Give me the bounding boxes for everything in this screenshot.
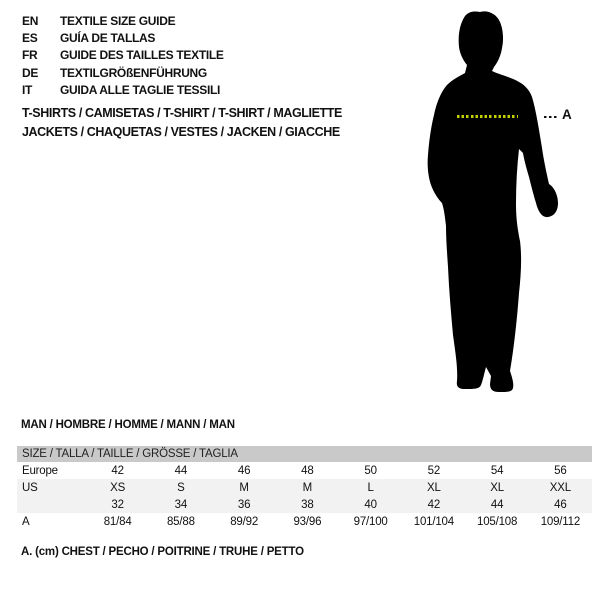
size-table-header: SIZE / TALLA / TAILLE / GRÖSSE / TAGLIA <box>17 446 592 462</box>
language-row-de <box>22 64 224 81</box>
row-label: US <box>22 481 38 494</box>
size-row-us <box>17 479 592 496</box>
size-cell: XL <box>490 481 504 494</box>
language-title: GUÍA DE TALLAS <box>60 31 156 46</box>
language-title: TEXTILE SIZE GUIDE <box>60 13 176 28</box>
language-row-fr <box>22 47 224 64</box>
category-list <box>22 104 342 141</box>
size-cell: 105/108 <box>477 516 518 528</box>
size-cell: M <box>302 481 313 494</box>
chest-footnote: A. (cm) CHEST / PECHO / POITRINE / TRUHE / PETTO <box>21 546 304 558</box>
size-cell: XS <box>110 481 126 494</box>
size-cell: XXL <box>549 481 571 494</box>
size-cell: 101/104 <box>413 516 454 528</box>
size-cell: 42 <box>111 464 124 477</box>
language-row-es <box>22 29 224 46</box>
size-cell: 93/96 <box>293 516 322 528</box>
size-cell: 46 <box>237 464 251 477</box>
section-title-man: MAN / HOMBRE / HOMME / MANN / MAN <box>21 419 235 431</box>
size-cell: 46 <box>554 498 567 511</box>
size-row-chest-cm <box>17 513 592 531</box>
category-jackets: JACKETS / CHAQUETAS / VESTES / JACKEN / GIACCHE <box>22 124 340 139</box>
size-table <box>17 446 592 531</box>
language-code: FR <box>22 48 38 63</box>
size-cell: L <box>367 481 374 494</box>
size-cell: 48 <box>301 464 314 477</box>
language-list <box>22 12 224 99</box>
size-cell: 44 <box>174 464 188 477</box>
language-title: GUIDA ALLE TAGLIE TESSILI <box>60 83 221 98</box>
size-cell: 38 <box>301 498 314 511</box>
language-code: EN <box>22 13 39 28</box>
language-row-en <box>22 12 224 29</box>
size-cell: 97/100 <box>353 516 388 528</box>
size-row-europe <box>17 462 592 479</box>
size-row-numeric <box>17 496 592 513</box>
size-cell: 109/112 <box>540 516 581 528</box>
category-tshirts: T-SHIRTS / CAMISETAS / T-SHIRT / T-SHIRT / MAGLIETTE <box>22 106 342 120</box>
size-cell: 50 <box>364 464 377 477</box>
size-cell: M <box>239 481 249 494</box>
size-cell: 54 <box>490 464 504 477</box>
size-cell: 81/84 <box>103 516 132 528</box>
measurement-pointer-dashes <box>544 116 559 118</box>
size-cell: 56 <box>554 464 567 477</box>
size-cell: 85/88 <box>166 516 195 528</box>
size-cell: XL <box>427 481 441 494</box>
language-code: ES <box>22 31 38 46</box>
language-code: DE <box>22 65 39 80</box>
size-cell: 34 <box>174 498 188 511</box>
size-cell: 52 <box>427 464 441 477</box>
chest-measurement-line <box>457 115 518 118</box>
size-cell: 89/92 <box>230 516 259 528</box>
size-cell: S <box>177 481 185 494</box>
row-label: A <box>22 516 30 528</box>
size-cell: 44 <box>490 498 504 511</box>
measurement-label-a: A <box>562 107 572 122</box>
size-cell: 32 <box>111 498 124 511</box>
language-title: GUIDE DES TAILLES TEXTILE <box>60 48 224 63</box>
row-label: Europe <box>22 464 58 477</box>
language-code: IT <box>22 83 33 98</box>
size-cell: 40 <box>364 498 377 511</box>
size-cell: 42 <box>427 498 441 511</box>
man-silhouette <box>395 5 575 395</box>
language-title: TEXTILGRÖßENFÜHRUNG <box>60 65 207 80</box>
language-row-it <box>22 82 224 99</box>
size-cell: 36 <box>237 498 251 511</box>
